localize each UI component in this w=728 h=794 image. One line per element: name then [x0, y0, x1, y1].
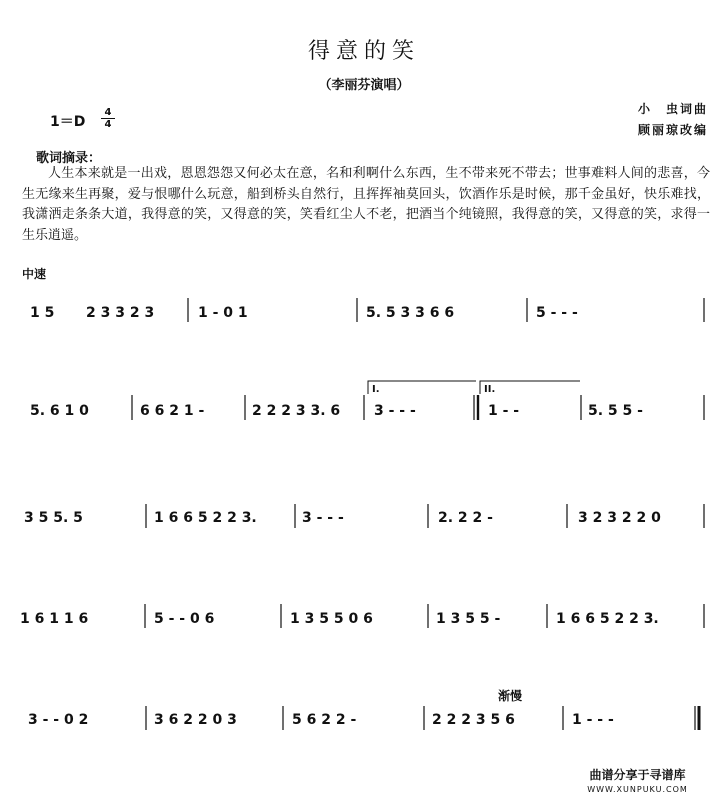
score-row-5-bar-3: 5 6 2 2 -: [292, 712, 357, 728]
score-row-4-bar-1: 1 6 1 1 6: [20, 611, 89, 627]
volta-second-label: II.: [484, 384, 496, 395]
lyrics-heading: 歌词摘录：: [36, 151, 102, 166]
score-row-3-bar-1: 3 5 5. 5: [24, 510, 83, 526]
key-signature: 1＝D: [50, 114, 86, 130]
score-row-2-bar-2: 6 6 2 1 -: [140, 403, 205, 419]
tempo-change-marking: 渐慢: [498, 689, 523, 703]
score-row-5-bar-2: 3 6 2 2 0 3: [154, 712, 237, 728]
meter-bottom: 4: [104, 119, 112, 130]
score-row-1-bar-3: 1 - 0 1: [198, 305, 248, 321]
volta-first-label: I.: [372, 384, 380, 395]
jianpu-score: [0, 270, 728, 760]
score-row-5-bar-4: 2 2 2 3 5 6: [432, 712, 515, 728]
score-row-3-bar-5: 3 2 3 2 2 0: [578, 510, 661, 526]
score-row-3-bar-2: 1 6 6 5 2 2 3.: [154, 510, 257, 526]
song-title: 得意的笑: [307, 39, 420, 64]
score-row-2-bar-1: 5. 6 1 0: [30, 403, 89, 419]
score-row-3-bar-4: 2. 2 2 -: [438, 510, 493, 526]
score-row-2-bar-5: 1 - -: [488, 403, 520, 419]
volta-brackets: [368, 381, 580, 394]
arranger-credit: 顾丽琼改编: [637, 123, 708, 137]
score-row-4-bar-5: 1 6 6 5 2 2 3.: [556, 611, 659, 627]
score-row-5-bar-1: 3 - - 0 2: [28, 712, 89, 728]
score-row-3-bar-3: 3 - - -: [302, 510, 344, 526]
lyricist-credit: 小 虫词曲: [637, 102, 708, 116]
meter-top: 4: [104, 107, 112, 118]
score-row-4-bar-3: 1 3 5 5 0 6: [290, 611, 373, 627]
footer-site-url: WWW.XUNPUKU.COM: [587, 785, 688, 794]
time-signature: [101, 107, 115, 130]
volta-bracket-first: [368, 381, 476, 394]
score-row-2-bar-3: 2 2 2 3 3. 6: [252, 403, 341, 419]
score-row-1-bar-2: 2 3 3 2 3: [86, 305, 155, 321]
score-row-2-bar-4: 3 - - -: [374, 403, 416, 419]
performer-note: （李丽芬演唱）: [318, 78, 410, 93]
footer-watermark: [570, 766, 705, 794]
footer-site-name: 曲谱分享于寻谱库: [589, 768, 686, 782]
lyrics-text: 人生本来就是一出戏，恩恩怨怨又何必太在意，名和利啊什么东西，生不带来死不带去；世事难料人间的悲喜，今生无缘来生再聚，爱与恨哪什么玩意，船到桥头自然行，且挥挥袖莫回头，饮酒作乐是时候，那千金虽好，快乐难找，我潇洒走条条大道，我得意的笑，又得意的笑，笑看红尘人不老，把酒当个纯镜照，我得意的笑，又得意的笑，求得一生乐逍遥。: [22, 166, 710, 243]
score-row-4-bar-4: 1 3 5 5 -: [436, 611, 501, 627]
score-row-1-bar-1: 1 5: [30, 305, 55, 321]
score-row-1-bar-5: 5 - - -: [536, 305, 578, 321]
score-row-4-bar-2: 5 - - 0 6: [154, 611, 215, 627]
score-row-1-bar-4: 5. 5 3 3 6 6: [366, 305, 455, 321]
score-row-2-bar-6: 5. 5 5 -: [588, 403, 643, 419]
score-row-5-bar-5: 1 - - -: [572, 712, 614, 728]
tempo-marking: 中速: [22, 267, 47, 281]
